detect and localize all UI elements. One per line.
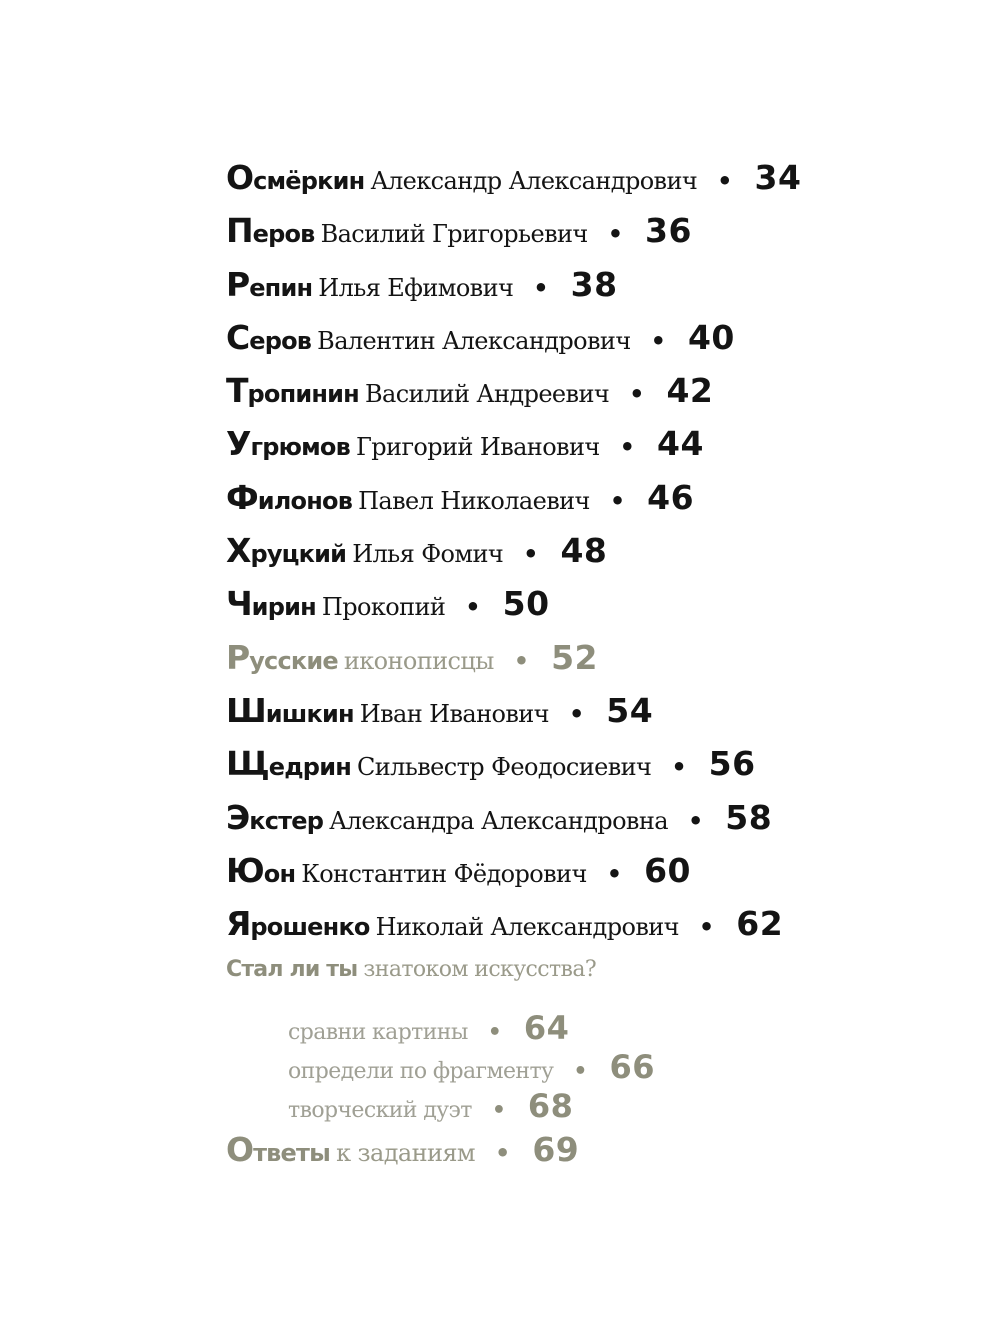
- given-name: Прокопий: [321, 593, 446, 622]
- page-number: 50: [502, 584, 550, 624]
- bullet-dot: •: [607, 220, 624, 249]
- page-number: 36: [645, 211, 692, 251]
- page-number: 48: [560, 531, 608, 571]
- surname: Шишкин: [226, 690, 354, 730]
- section-title: Ответы: [226, 1130, 331, 1170]
- toc-entry-khrutsky: [226, 531, 966, 584]
- given-name: Василий Григорьевич: [320, 220, 588, 249]
- quiz-item-compare-paintings: [226, 1009, 966, 1048]
- toc-entry-ugryumov: [226, 424, 966, 477]
- bullet-dot: •: [533, 273, 549, 302]
- given-name: Константин Фёдорович: [301, 859, 587, 888]
- page-number: 69: [532, 1130, 580, 1170]
- given-name: Илья Ефимович: [318, 273, 514, 302]
- quiz-item-label: сравни картины: [288, 1020, 468, 1046]
- surname: Хруцкий: [226, 531, 347, 571]
- toc-entry-serov: [226, 318, 966, 371]
- page-number: 46: [647, 477, 695, 517]
- page-number: 62: [736, 904, 784, 944]
- toc-entry-shchedrin: [226, 744, 966, 797]
- surname: Экстер: [226, 797, 324, 837]
- bullet-dot: •: [650, 326, 666, 355]
- page-number: 38: [570, 264, 618, 304]
- bullet-dot: •: [491, 1098, 506, 1124]
- given-name: Иван Иванович: [359, 699, 549, 728]
- bullet-dot: •: [568, 699, 585, 728]
- quiz-item-label: определи по фрагменту: [288, 1059, 554, 1085]
- page-number: 42: [666, 371, 714, 411]
- bullet-dot: •: [619, 433, 635, 462]
- page-number: 44: [656, 424, 704, 464]
- quiz-item-label: творческий дуэт: [288, 1098, 472, 1124]
- surname: Щедрин: [226, 744, 351, 784]
- bullet-dot: •: [465, 593, 481, 622]
- surname: Юон: [226, 850, 296, 890]
- bullet-dot: •: [606, 859, 623, 888]
- quiz-item-identify-fragment: [226, 1048, 966, 1087]
- bullet-dot: •: [687, 806, 704, 835]
- bullet-dot: •: [671, 753, 687, 782]
- surname: Чирин: [226, 584, 316, 624]
- surname: Осмёркин: [226, 158, 365, 197]
- page-number: 40: [687, 317, 735, 357]
- page-number: 34: [754, 158, 802, 197]
- bullet-dot: •: [717, 167, 733, 195]
- page-number: 66: [609, 1048, 655, 1087]
- toc-entry-perov: [226, 211, 966, 264]
- page-number: 60: [644, 850, 691, 890]
- bullet-dot: •: [573, 1059, 588, 1085]
- bullet-dot: •: [487, 1020, 502, 1046]
- page-number: 56: [708, 744, 756, 784]
- surname: Репин: [226, 264, 313, 304]
- given-name: Николай Александрович: [375, 913, 679, 942]
- page-number: 52: [551, 637, 599, 677]
- toc-entry-tropinin: [226, 371, 966, 424]
- surname: Ярошенко: [226, 904, 370, 944]
- surname: Серов: [226, 317, 312, 357]
- toc-entry-answers: [226, 1130, 966, 1183]
- toc-entry-russian-icon-painters: [226, 638, 966, 691]
- bullet-dot: •: [609, 486, 626, 515]
- page-number: 64: [523, 1009, 570, 1048]
- section-title: Стал ли ты: [226, 957, 358, 983]
- toc-entry-yuon: [226, 851, 966, 904]
- toc-entry-shishkin: [226, 691, 966, 744]
- toc-entry-exter: [226, 798, 966, 851]
- toc-entry-yaroshenko: [226, 904, 966, 957]
- quiz-section-heading: [226, 957, 966, 1009]
- toc-entry-repin: [226, 265, 966, 318]
- given-name: Сильвестр Феодосиевич: [357, 753, 652, 782]
- surname: Угрюмов: [226, 424, 350, 464]
- given-name: Василий Андреевич: [364, 380, 610, 409]
- bullet-dot: •: [523, 540, 539, 569]
- page-number: 54: [606, 690, 654, 730]
- section-subtitle: к заданиям: [336, 1139, 475, 1168]
- section-subtitle: иконописцы: [343, 646, 494, 675]
- bullet-dot: •: [629, 380, 645, 409]
- given-name: Валентин Александрович: [317, 326, 631, 355]
- surname: Перов: [226, 211, 315, 251]
- toc-entry-filonov: [226, 478, 966, 531]
- bullet-dot: •: [513, 646, 530, 675]
- quiz-item-creative-duet: [226, 1087, 966, 1126]
- surname: Тропинин: [226, 371, 359, 411]
- given-name: Александр Александрович: [370, 167, 698, 195]
- bullet-dot: •: [494, 1139, 511, 1168]
- given-name: Александра Александровна: [329, 806, 668, 835]
- surname: Филонов: [226, 477, 353, 517]
- toc-entry-osmerkin: [226, 158, 966, 211]
- given-name: Павел Николаевич: [358, 486, 590, 515]
- page-number: 68: [527, 1087, 574, 1126]
- given-name: Григорий Иванович: [356, 433, 600, 462]
- toc-entry-chirin: [226, 584, 966, 637]
- section-title: Русские: [226, 637, 338, 677]
- table-of-contents: [226, 158, 966, 1183]
- section-subtitle: знатоком искусства?: [363, 957, 597, 983]
- page-number: 58: [725, 797, 773, 837]
- given-name: Илья Фомич: [352, 540, 504, 569]
- bullet-dot: •: [698, 913, 715, 942]
